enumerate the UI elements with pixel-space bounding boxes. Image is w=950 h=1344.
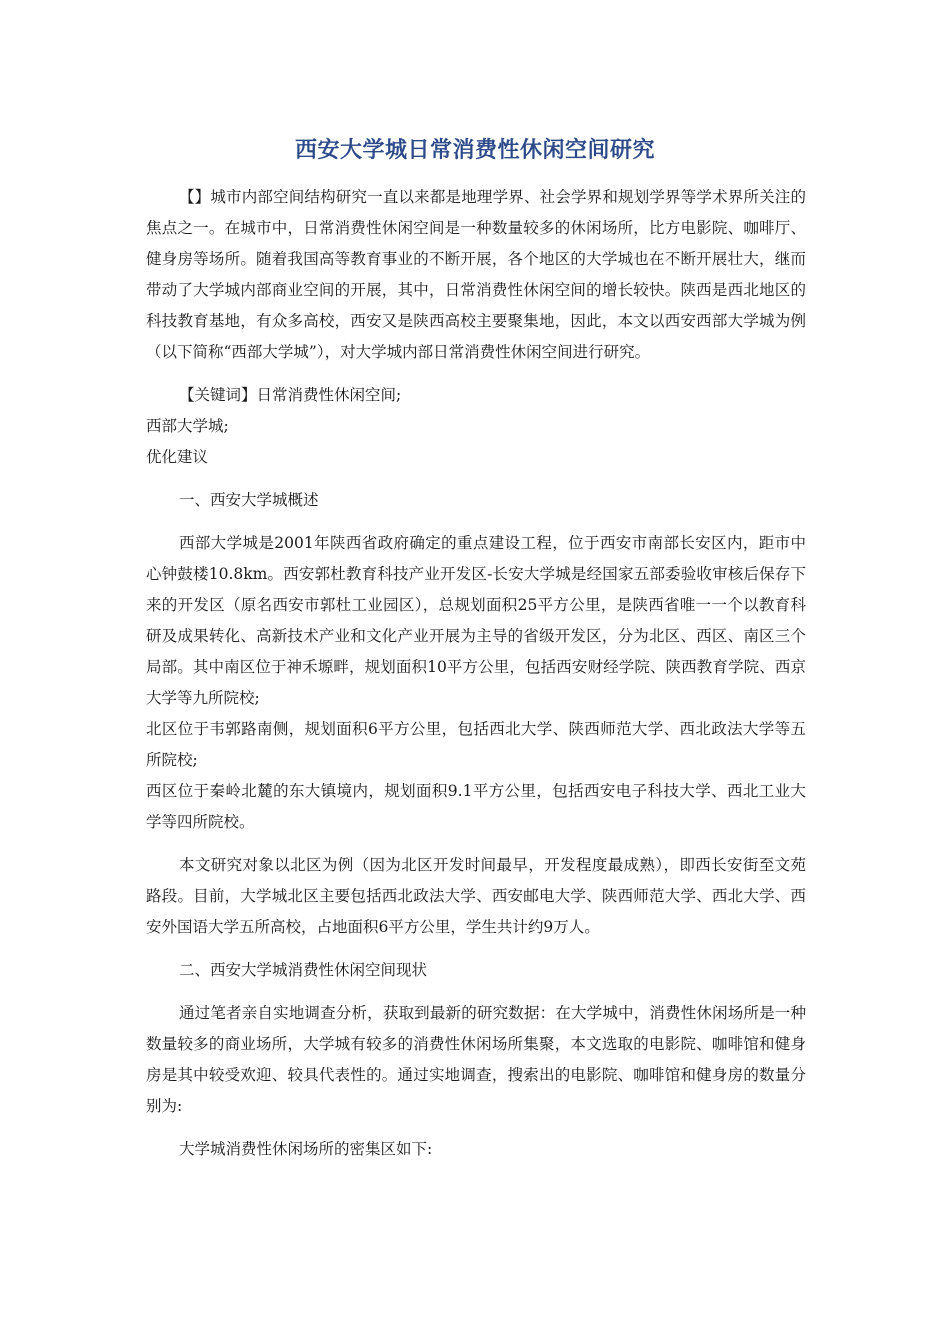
- section-heading: 一、西安大学城概述: [179, 491, 319, 509]
- body-paragraph: 大学城消费性休闲场所的密集区如下:: [179, 1140, 433, 1158]
- abstract-paragraph: 【】城市内部空间结构研究一直以来都是地理学界、社会学界和规划学界等学术界所关注的焦点之一。在城市中，日常消费性休闲空间是一种数量较多的休闲场所，比方电影院、咖啡厅、健身房等场所。随着我国高等教育事业的不断开展，各个地区的大学城也在不断开展壮大，继而带动了大学城内部商业空间的开展，其中，日常消费性休闲空间的增长较快。陕西是西北地区的科技教育基地，有众多高校，西安又是陕西高校主要聚集地，因此，本文以西安西部大学城为例（以下简称“西部大学城”），对大学城内部日常消费性休闲空间进行研究。: [146, 188, 806, 361]
- spacer: [146, 838, 806, 850]
- keyword-item: 西部大学城;: [146, 417, 229, 435]
- section-heading: 二、西安大学城消费性休闲空间现状: [179, 961, 428, 979]
- page-title: 西安大学城日常消费性休闲空间研究: [294, 138, 655, 163]
- spacer: [146, 368, 806, 380]
- spacer: [146, 1122, 806, 1134]
- body-paragraph: 通过笔者亲自实地调查分析，获取到最新的研究数据：在大学城中，消费性休闲场所是一种数量较多的商业场所，大学城有较多的消费性休闲场所集聚，本文选取的电影院、咖啡馆和健身房是其中较受欢迎、较具代表性的。通过实地调查，搜索出的电影院、咖啡馆和健身房的数量分别为:: [146, 1004, 806, 1115]
- body-paragraph: 西区位于秦岭北麓的东大镇境内，规划面积9.1平方公里，包括西安电子科技大学、西北工业大学等四所院校。: [146, 782, 806, 831]
- spacer: [146, 473, 806, 485]
- spacer: [146, 516, 806, 528]
- spacer: [146, 986, 806, 998]
- keywords-line: 【关键词】日常消费性休闲空间;: [179, 386, 402, 404]
- keyword-item: 优化建议: [146, 448, 209, 466]
- body-paragraph: 本文研究对象以北区为例（因为北区开发时间最早，开发程度最成熟），即西长安街至文苑路段。目前，大学城北区主要包括西北政法大学、西安邮电大学、陕西师范大学、西北大学、西安外国语大学五所高校，占地面积6平方公里，学生共计约9万人。: [146, 856, 806, 936]
- spacer: [146, 943, 806, 955]
- document-body: [146, 182, 806, 1165]
- body-paragraph: 西部大学城是2001年陕西省政府确定的重点建设工程，位于西安市南部长安区内，距市中心钟鼓楼10.8km。西安郭杜教育科技产业开发区-长安大学城是经国家五部委验收审核后保存下来的开发区（原名西安市郭杜工业园区），总规划面积25平方公里，是陕西省唯一一个以教育科研及成果转化、高新技术产业和文化产业开展为主导的省级开发区，分为北区、西区、南区三个局部。其中南区位于神禾塬畔，规划面积10平方公里，包括西安财经学院、陕西教育学院、西京大学等九所院校;: [146, 534, 806, 707]
- body-paragraph: 北区位于韦郭路南侧，规划面积6平方公里，包括西北大学、陕西师范大学、西北政法大学等五所院校;: [146, 720, 806, 769]
